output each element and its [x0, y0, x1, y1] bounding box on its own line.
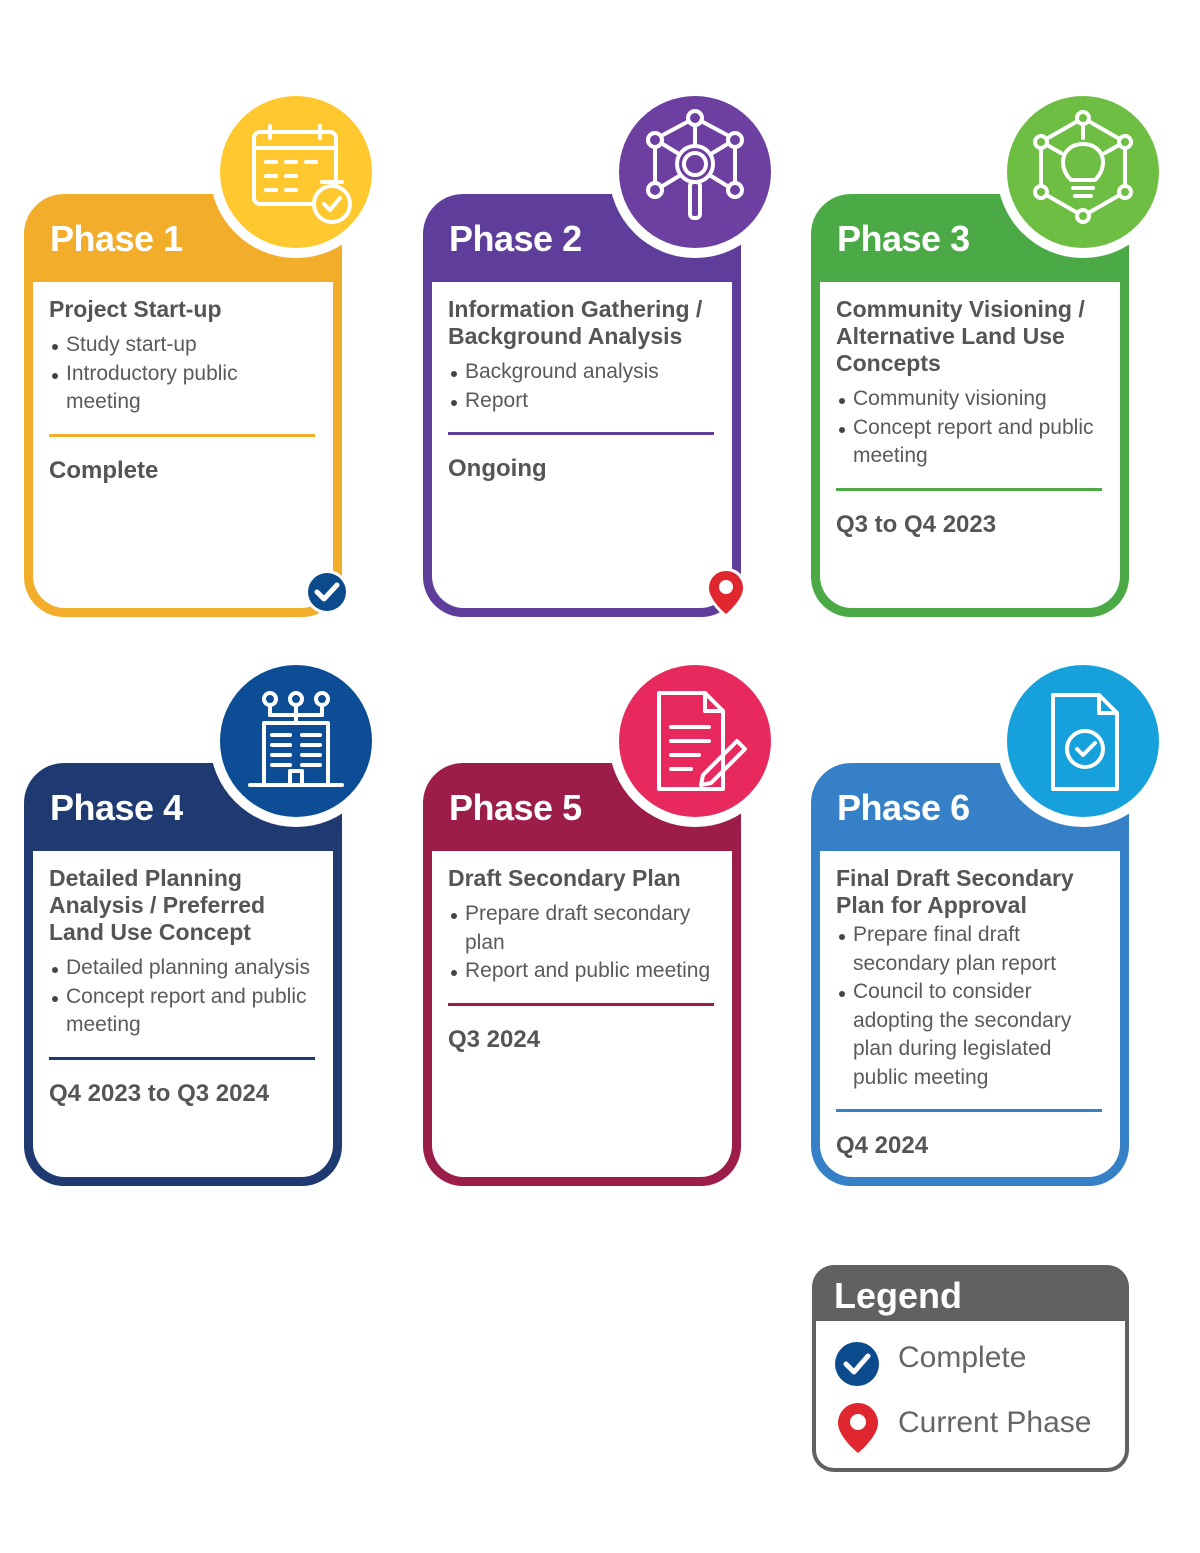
phase-status: Q4 2024: [836, 1132, 929, 1159]
phase-body: [432, 282, 732, 608]
document-pen-icon: [609, 655, 781, 827]
phase-title: Detailed Planning Analysis / Preferred Land Use Concept: [49, 865, 266, 945]
phase-label: Phase 4: [50, 787, 183, 828]
phase-body: [33, 851, 333, 1177]
magnifier-network-icon: [609, 86, 781, 258]
phase-divider: [448, 1003, 714, 1006]
legend-complete-label: Complete: [898, 1341, 1027, 1374]
phase-status: Ongoing: [448, 455, 547, 482]
phase-label: Phase 2: [449, 218, 582, 259]
phase-bullet: Prepare draft secondary plan: [448, 900, 714, 957]
legend-complete-check-icon: [834, 1341, 880, 1387]
phase-title: Information Gathering / Background Analysis: [448, 296, 703, 349]
phase-divider: [49, 434, 315, 437]
phase-divider: [836, 1109, 1102, 1112]
phase-status: Q3 2024: [448, 1025, 541, 1053]
phase-label: Phase 5: [449, 787, 582, 828]
phase-bullets: [448, 358, 714, 415]
phase-bullet: Report and public meeting: [448, 957, 714, 986]
legend: [812, 1265, 1129, 1472]
phase-bullet: Report: [448, 387, 714, 416]
phase-bullet: Introductory public meeting: [49, 360, 315, 417]
phase-status: Q3 to Q4 2023: [836, 510, 997, 538]
phase-bullet: Council to consider adopting the secondary plan during legislated public meeting: [836, 978, 1102, 1092]
current-phase-pin-icon: [703, 566, 749, 620]
phase-bullets: [49, 954, 315, 1040]
building-icon: [210, 655, 382, 827]
legend-body: [816, 1321, 1125, 1468]
calendar-clock-icon: [210, 86, 382, 258]
phase-divider: [836, 488, 1102, 491]
phase-bullets: [836, 385, 1102, 471]
phase-divider: [448, 432, 714, 435]
phase-status: Complete: [49, 456, 159, 484]
legend-current-phase-pin-icon: [836, 1401, 880, 1455]
phase-label: Phase 6: [837, 787, 970, 828]
legend-current-phase-label: Current Phase: [898, 1406, 1092, 1439]
legend-title: Legend: [834, 1275, 963, 1316]
phase-title: Project Start-up: [49, 296, 222, 322]
phase-bullet: Background analysis: [448, 358, 714, 387]
phase-title: Community Visioning / Alternative Land Use Concepts: [836, 296, 1085, 376]
phase-bullets: [448, 900, 714, 986]
phase-body: [820, 282, 1120, 608]
phase-body: [33, 282, 333, 608]
phase-bullet: Prepare final draft secondary plan report: [836, 921, 1102, 978]
phase-bullets: [49, 331, 315, 417]
lightbulb-network-icon: [997, 86, 1169, 258]
phase-body: [820, 851, 1120, 1177]
phase-title: Draft Secondary Plan: [448, 865, 681, 891]
document-check-icon: [997, 655, 1169, 827]
phase-bullets: [836, 921, 1102, 1092]
phase-label: Phase 3: [837, 218, 970, 259]
phase-bullet: Concept report and public meeting: [49, 983, 315, 1040]
phase-label: Phase 1: [50, 218, 183, 259]
phase-bullet: Concept report and public meeting: [836, 414, 1102, 471]
complete-check-icon: [304, 569, 350, 615]
phase-body: [432, 851, 732, 1177]
phase-divider: [49, 1057, 315, 1060]
phase-bullet: Community visioning: [836, 385, 1102, 414]
phase-status: Q4 2023 to Q3 2024: [49, 1079, 270, 1107]
phase-bullet: Detailed planning analysis: [49, 954, 315, 983]
phase-bullet: Study start-up: [49, 331, 315, 360]
phase-title: Final Draft Secondary Plan for Approval: [836, 865, 1074, 918]
